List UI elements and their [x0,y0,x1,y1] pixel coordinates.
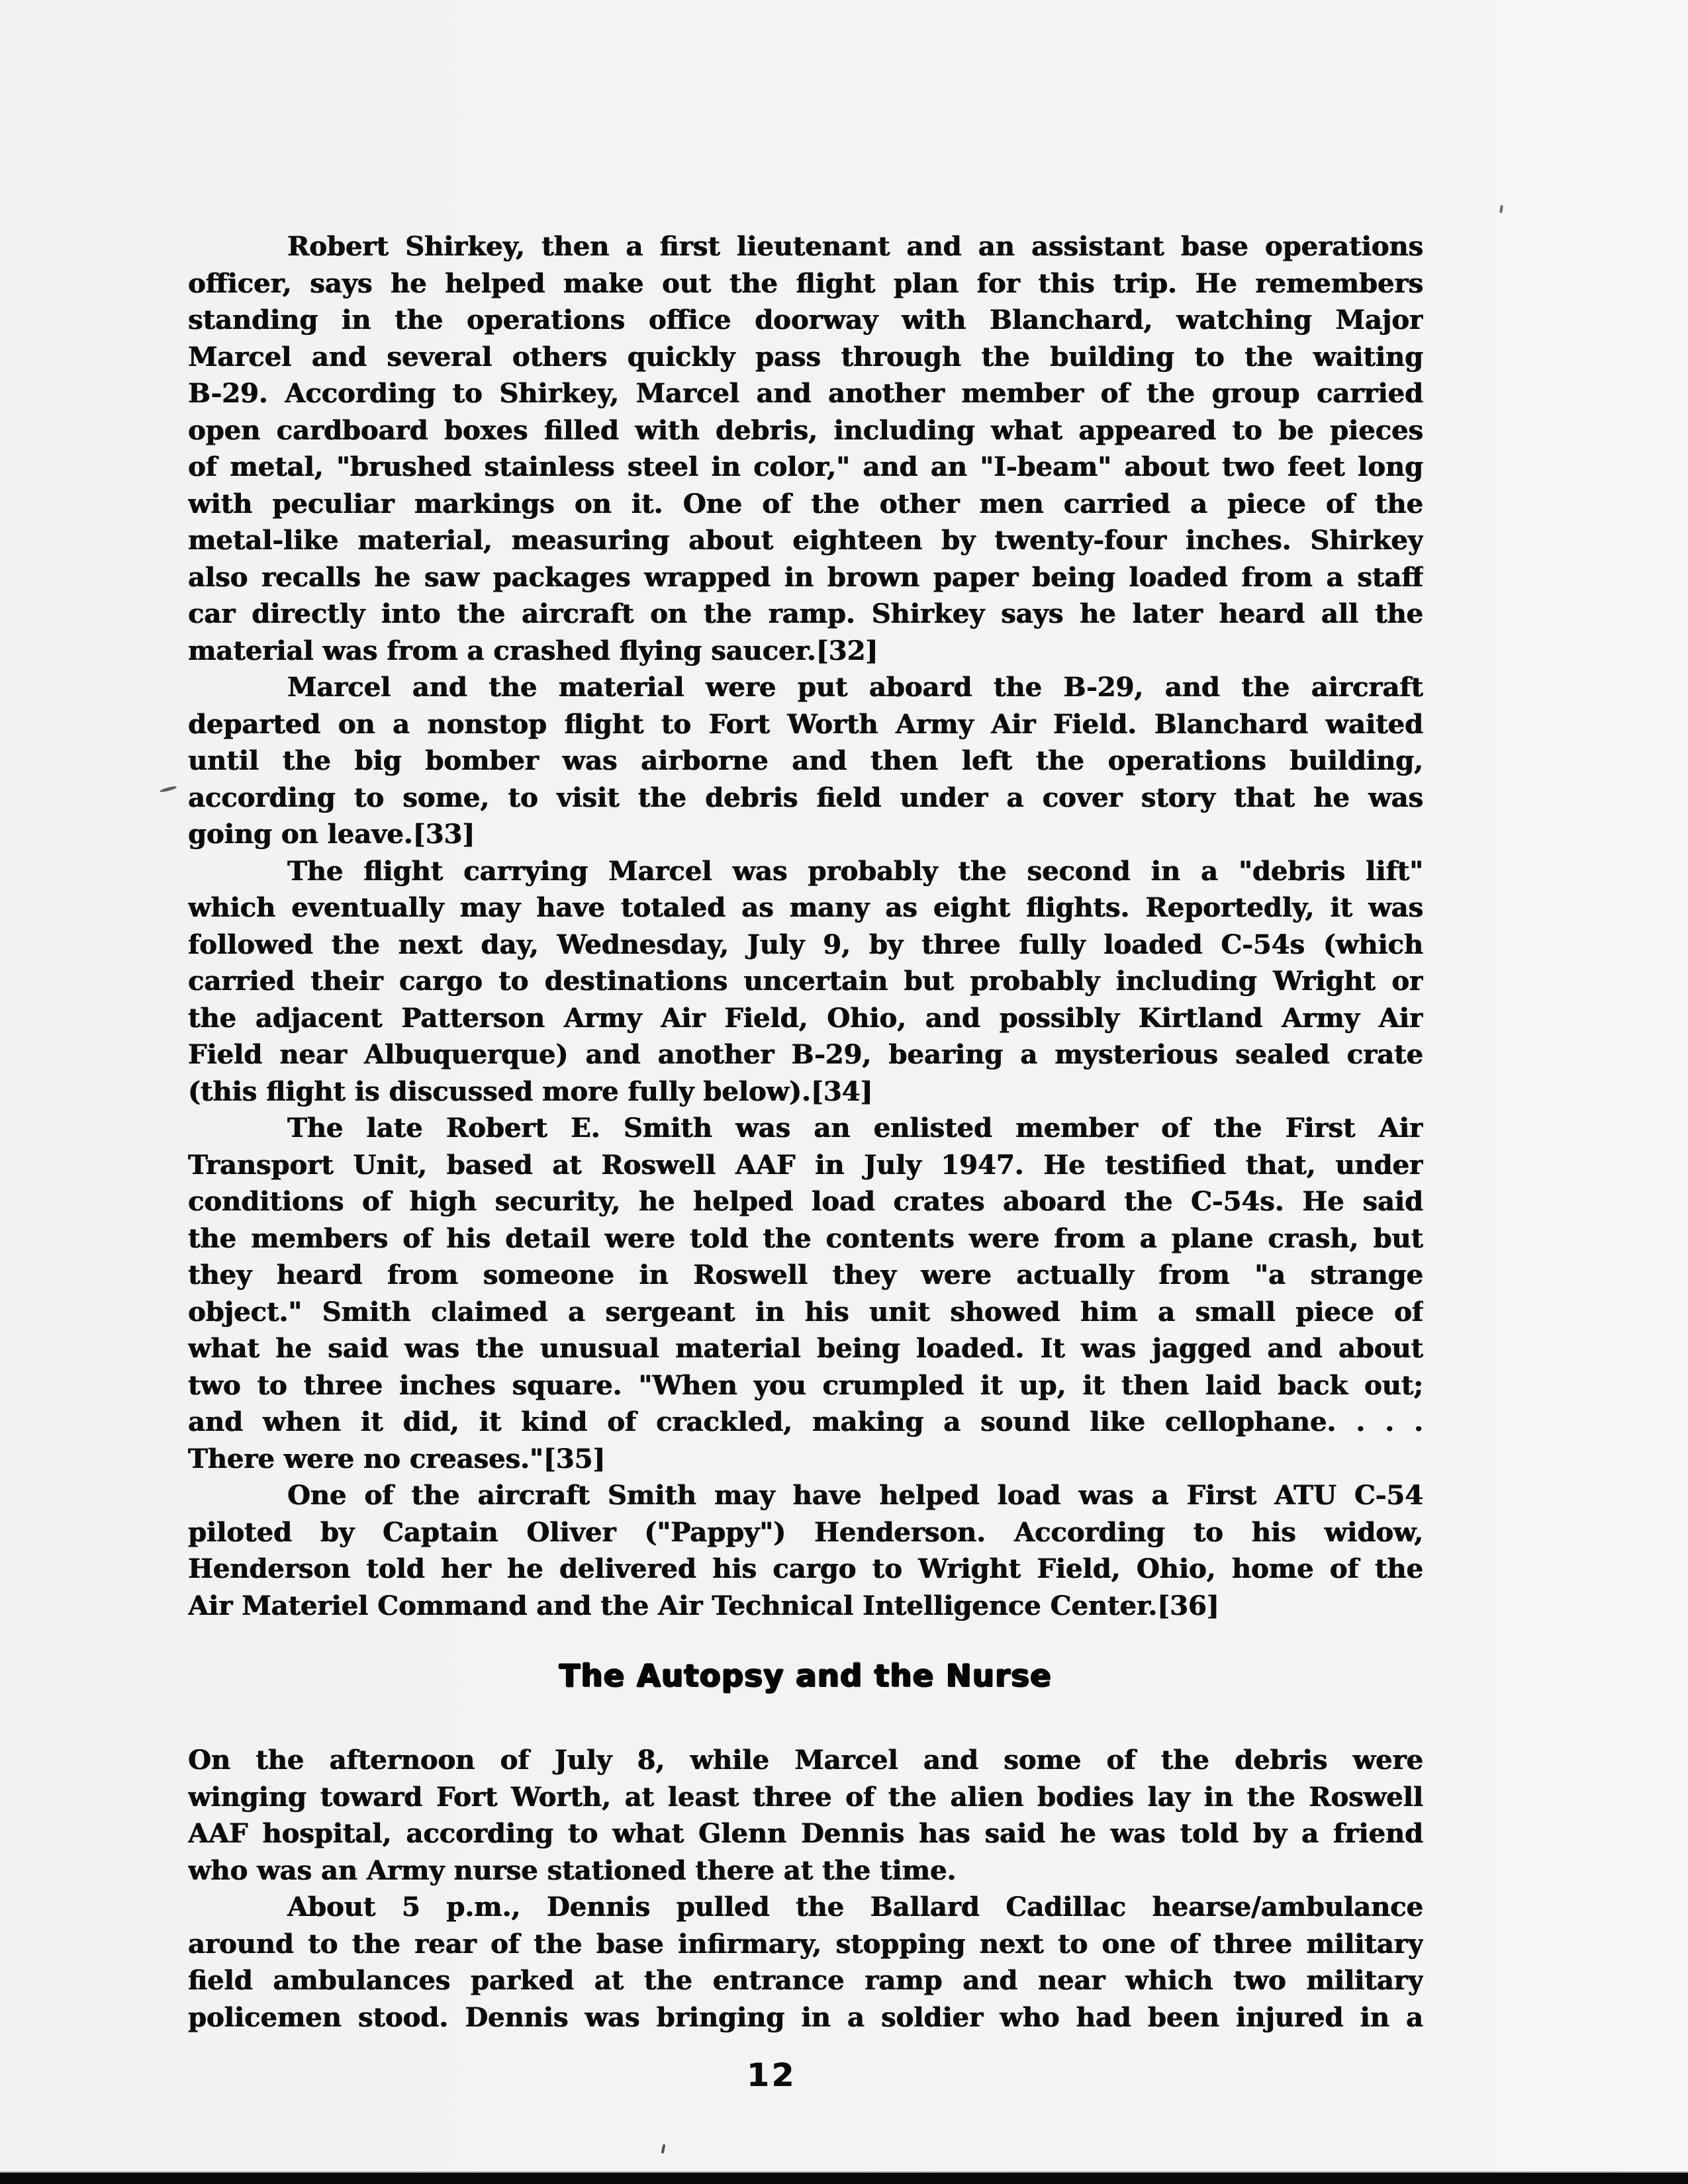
text-line: Henderson told her he delivered his cargo to Wright Field, Ohio, home of the [188,1553,1423,1584]
text-line: conditions of high security, he helped load crates aboard the C-54s. He said [188,1186,1423,1217]
text-line: also recalls he saw packages wrapped in brown paper being loaded from a staff [188,561,1423,593]
text-line: standing in the operations office doorway with Blanchard, watching Major [188,304,1423,336]
text-line: with peculiar markings on it. One of the other men carried a piece of the [188,488,1423,520]
text-line: the adjacent Patterson Army Air Field, Ohio, and possibly Kirtland Army Air [188,1002,1423,1034]
page-number: 12 [747,2057,796,2094]
text-line: material was from a crashed flying saucer.[32] [188,635,878,666]
body-text-before-heading [188,228,1423,1624]
text-line: two to three inches square. "When you crumpled it up, it then laid back out; [188,1369,1423,1401]
text-line: officer, says he helped make out the flight plan for this trip. He remembers [188,267,1423,299]
text-line: Marcel and several others quickly pass through the building to the waiting [188,341,1423,373]
text-line: until the big bomber was airborne and then left the operations building, [188,745,1423,776]
text-line: object." Smith claimed a sergeant in his unit showed him a small piece of [188,1296,1423,1328]
text-line: (this flight is discussed more fully below).[34] [188,1075,873,1107]
text-line: going on leave.[33] [188,819,475,850]
scan-speck-bottom [661,2144,666,2154]
text-line: field ambulances parked at the entrance ramp and near which two military [188,1965,1423,1996]
text-line: open cardboard boxes filled with debris, including what appeared to be pieces [188,414,1423,446]
text-line: One of the aircraft Smith may have helped load was a First ATU C-54 [287,1480,1423,1511]
text-line: Air Materiel Command and the Air Technical Intelligence Center.[36] [188,1590,1219,1621]
text-line: car directly into the aircraft on the ramp. Shirkey says he later heard all the [188,598,1423,629]
body-text-after-heading [188,1742,1423,2036]
page-text-block [188,228,1423,2036]
text-line: metal-like material, measuring about eighteen by twenty-four inches. Shirkey [188,525,1423,556]
text-line: of metal, "brushed stainless steel in color," and an "I-beam" about two feet long [188,451,1423,482]
text-line: departed on a nonstop flight to Fort Worth Army Air Field. Blanchard waited [188,708,1423,740]
text-line: and when it did, it kind of crackled, making a sound like cellophane. . . . [188,1406,1423,1437]
text-line: There were no creases."[35] [188,1443,606,1475]
scan-edge-artifact [0,2173,1688,2184]
text-line: AAF hospital, according to what Glenn Dennis has said he was told by a friend [188,1818,1423,1849]
text-line: what he said was the unusual material being loaded. It was jagged and about [188,1333,1423,1364]
text-line: B-29. According to Shirkey, Marcel and another member of the group carried [188,378,1423,409]
text-line: around to the rear of the base infirmary, stopping next to one of three military [188,1928,1423,1960]
text-line: the members of his detail were told the contents were from a plane crash, but [188,1222,1423,1254]
scan-mark-left-margin [160,786,177,793]
text-line: followed the next day, Wednesday, July 9, by three fully loaded C-54s (which [188,929,1423,960]
text-line: piloted by Captain Oliver ("Pappy") Henderson. According to his widow, [188,1516,1423,1548]
text-line: who was an Army nurse stationed there at the time. [188,1854,957,1886]
section-heading: The Autopsy and the Nurse [559,1658,1053,1694]
text-line: Marcel and the material were put aboard the B-29, and the aircraft [287,672,1423,703]
text-line: Robert Shirkey, then a first lieutenant and an assistant base operations [287,231,1423,262]
text-line: The flight carrying Marcel was probably the second in a "debris lift" [287,855,1423,887]
text-line: policemen stood. Dennis was bringing in a soldier who had been injured in a [188,2001,1423,2033]
text-line: carried their cargo to destinations uncertain but probably including Wright or [188,966,1423,997]
text-line: they heard from someone in Roswell they were actually from "a strange [188,1259,1423,1291]
text-line: winging toward Fort Worth, at least three of the alien bodies lay in the Roswell [188,1781,1423,1813]
text-line: according to some, to visit the debris field under a cover story that he was [188,782,1423,813]
text-line: About 5 p.m., Dennis pulled the Ballard Cadillac hearse/ambulance [287,1891,1423,1923]
text-line: The late Robert E. Smith was an enlisted member of the First Air [287,1113,1423,1144]
text-line: Field near Albuquerque) and another B-29, bearing a mysterious sealed crate [188,1039,1423,1070]
text-line: Transport Unit, based at Roswell AAF in July 1947. He testified that, under [188,1149,1423,1181]
text-line: On the afternoon of July 8, while Marcel and some of the debris were [188,1745,1423,1776]
scan-speck-top-right [1499,205,1503,213]
text-line: which eventually may have totaled as many as eight flights. Reportedly, it was [188,892,1423,923]
